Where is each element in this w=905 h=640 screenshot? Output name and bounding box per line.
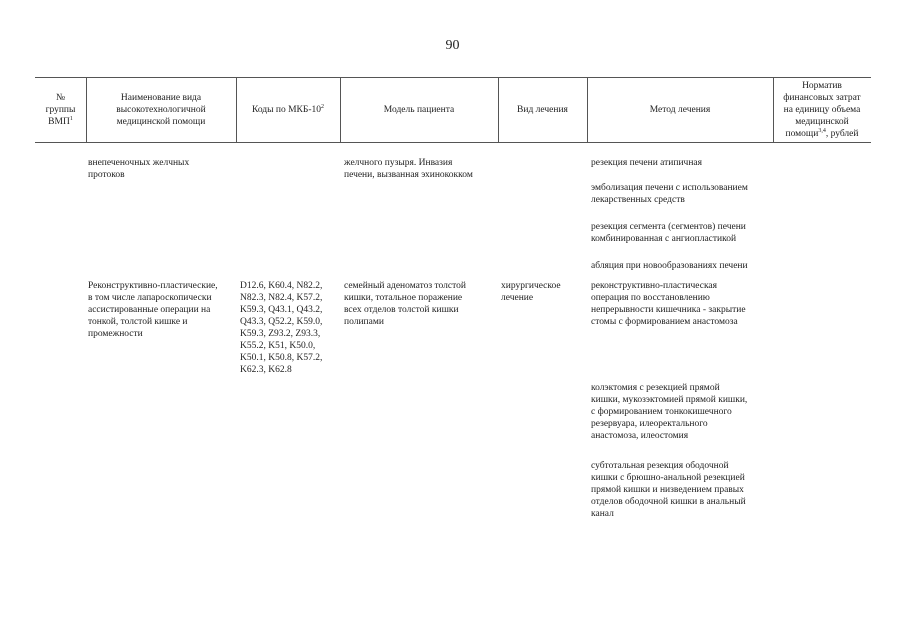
row1-method: резекция печени атипичная	[591, 158, 703, 168]
row2-icd-codes: D12.6, K60.4, N82.2, N82.3, N82.4, K57.2, K59.3, Q43.1, Q43.2, Q43.3, Q52.2, K59.0, K59.3, Z93.2, Z93.3, K55.2, K51, K50.0, K50.1, K50.8, K57.2, K62.3, K62.8	[240, 281, 323, 375]
header-group-number: № группы ВМП$^1$	[45, 92, 76, 127]
row2-method: колэктомия с резекцией прямой кишки, мукозэктомией прямой кишки, с формированием тонкокишечного резервуара, илеоректального анастомоза, илеостомия	[591, 383, 748, 441]
row1-patient-model: желчного пузыря. Инвазия печени, вызванная эхинококком	[344, 158, 473, 180]
row1-method: абляция при новообразованиях печени	[591, 261, 748, 271]
row1-method: эмболизация печени с использованием лекарственных средств	[591, 183, 748, 205]
row2-method: субтотальная резекция ободочной кишки с брюшно-анальной резекцией прямой кишки и низведением правых отделов ободочной кишки в анальный канал	[591, 461, 746, 519]
header-care-type: Наименование вида высокотехнологичной медицинской помощи	[116, 92, 206, 127]
page-number: 90	[445, 38, 460, 53]
row2-care-name: Реконструктивно-пластические, в том числе лапароскопически ассистированные операции на тонкой, толстой кишке и промежности	[88, 281, 218, 339]
row2-treatment-type: хирургическое лечение	[501, 281, 561, 303]
row2-patient-model: семейный аденоматоз толстой кишки, тотальное поражение всех отделов толстой кишки полипами	[344, 281, 466, 327]
header-financial-norm: Норматив финансовых затрат на единицу объема медицинской помощи$^{3,4}$, рублей	[783, 80, 861, 139]
table-header-bottom-border	[35, 142, 871, 143]
row1-method: резекция сегмента (сегментов) печени комбинированная с ангиопластикой	[591, 222, 746, 244]
header-treatment-type: Вид лечения	[517, 104, 568, 115]
header-treatment-method: Метод лечения	[649, 104, 711, 115]
header-icd-codes: Коды по МКБ-$10^2$	[251, 103, 325, 115]
row2-method: реконструктивно-пластическая операция по восстановлению непрерывности кишечника - закрытие стомы с формированием анастомоза	[591, 281, 746, 327]
row1-care-name: внепеченочных желчных протоков	[88, 158, 190, 180]
header-patient-model: Модель пациента	[383, 104, 455, 115]
